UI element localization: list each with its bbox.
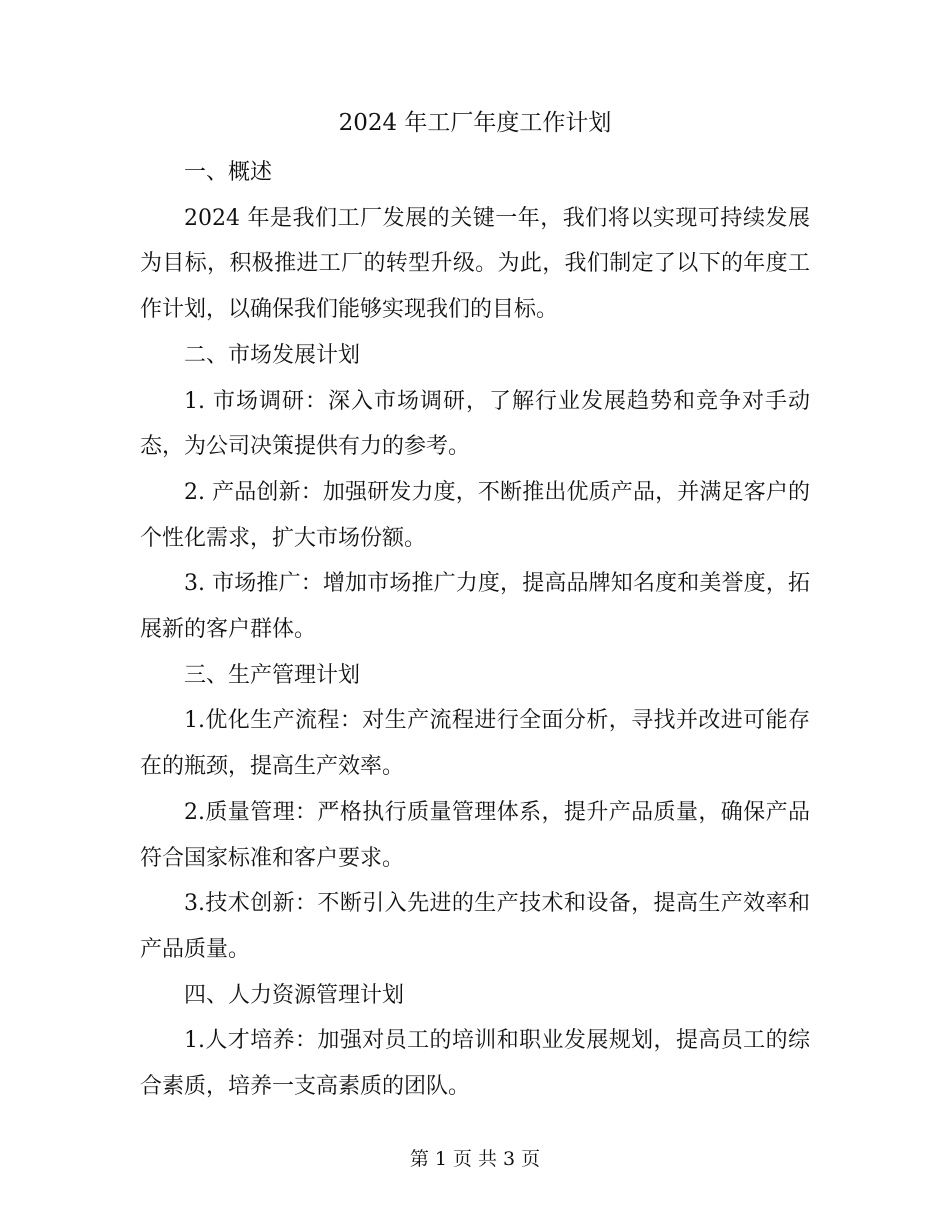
section-heading-hr: 四、人力资源管理计划 [184, 982, 405, 1008]
document-body [140, 150, 810, 1110]
page-number-footer: 第 1 页 共 3 页 [409, 1148, 541, 1170]
production-item-process: 1.优化生产流程：对生产流程进行全面分析，寻找并改进可能存在的瓶颈，提高生产效率。 [140, 708, 810, 780]
overview-paragraph: 2024 年是我们工厂发展的关键一年，我们将以实现可持续发展为目标，积极推进工厂的转型升级。为此，我们制定了以下的年度工作计划，以确保我们能够实现我们的目标。 [140, 205, 810, 323]
production-item-technology: 3.技术创新：不断引入先进的生产技术和设备，提高生产效率和产品质量。 [140, 891, 810, 962]
hr-item-training: 1.人才培养：加强对员工的培训和职业发展规划，提高员工的综合素质，培养一支高素质的团队。 [140, 1028, 810, 1100]
section-heading-production: 三、生产管理计划 [184, 662, 361, 688]
section-heading-overview: 一、概述 [184, 160, 273, 185]
market-item-research: 1. 市场调研：深入市场调研，了解行业发展趋势和竞争对手动态，为公司决策提供有力的参考。 [140, 388, 810, 460]
section-heading-market: 二、市场发展计划 [184, 342, 361, 368]
market-item-promotion: 3. 市场推广：增加市场推广力度，提高品牌知名度和美誉度，拓展新的客户群体。 [140, 571, 810, 643]
production-item-quality: 2.质量管理：严格执行质量管理体系，提升产品质量，确保产品符合国家标准和客户要求。 [140, 799, 810, 871]
market-item-innovation: 2. 产品创新：加强研发力度，不断推出优质产品，并满足客户的个性化需求，扩大市场份额。 [140, 479, 810, 551]
document-title: 2024 年工厂年度工作计划 [338, 110, 612, 136]
